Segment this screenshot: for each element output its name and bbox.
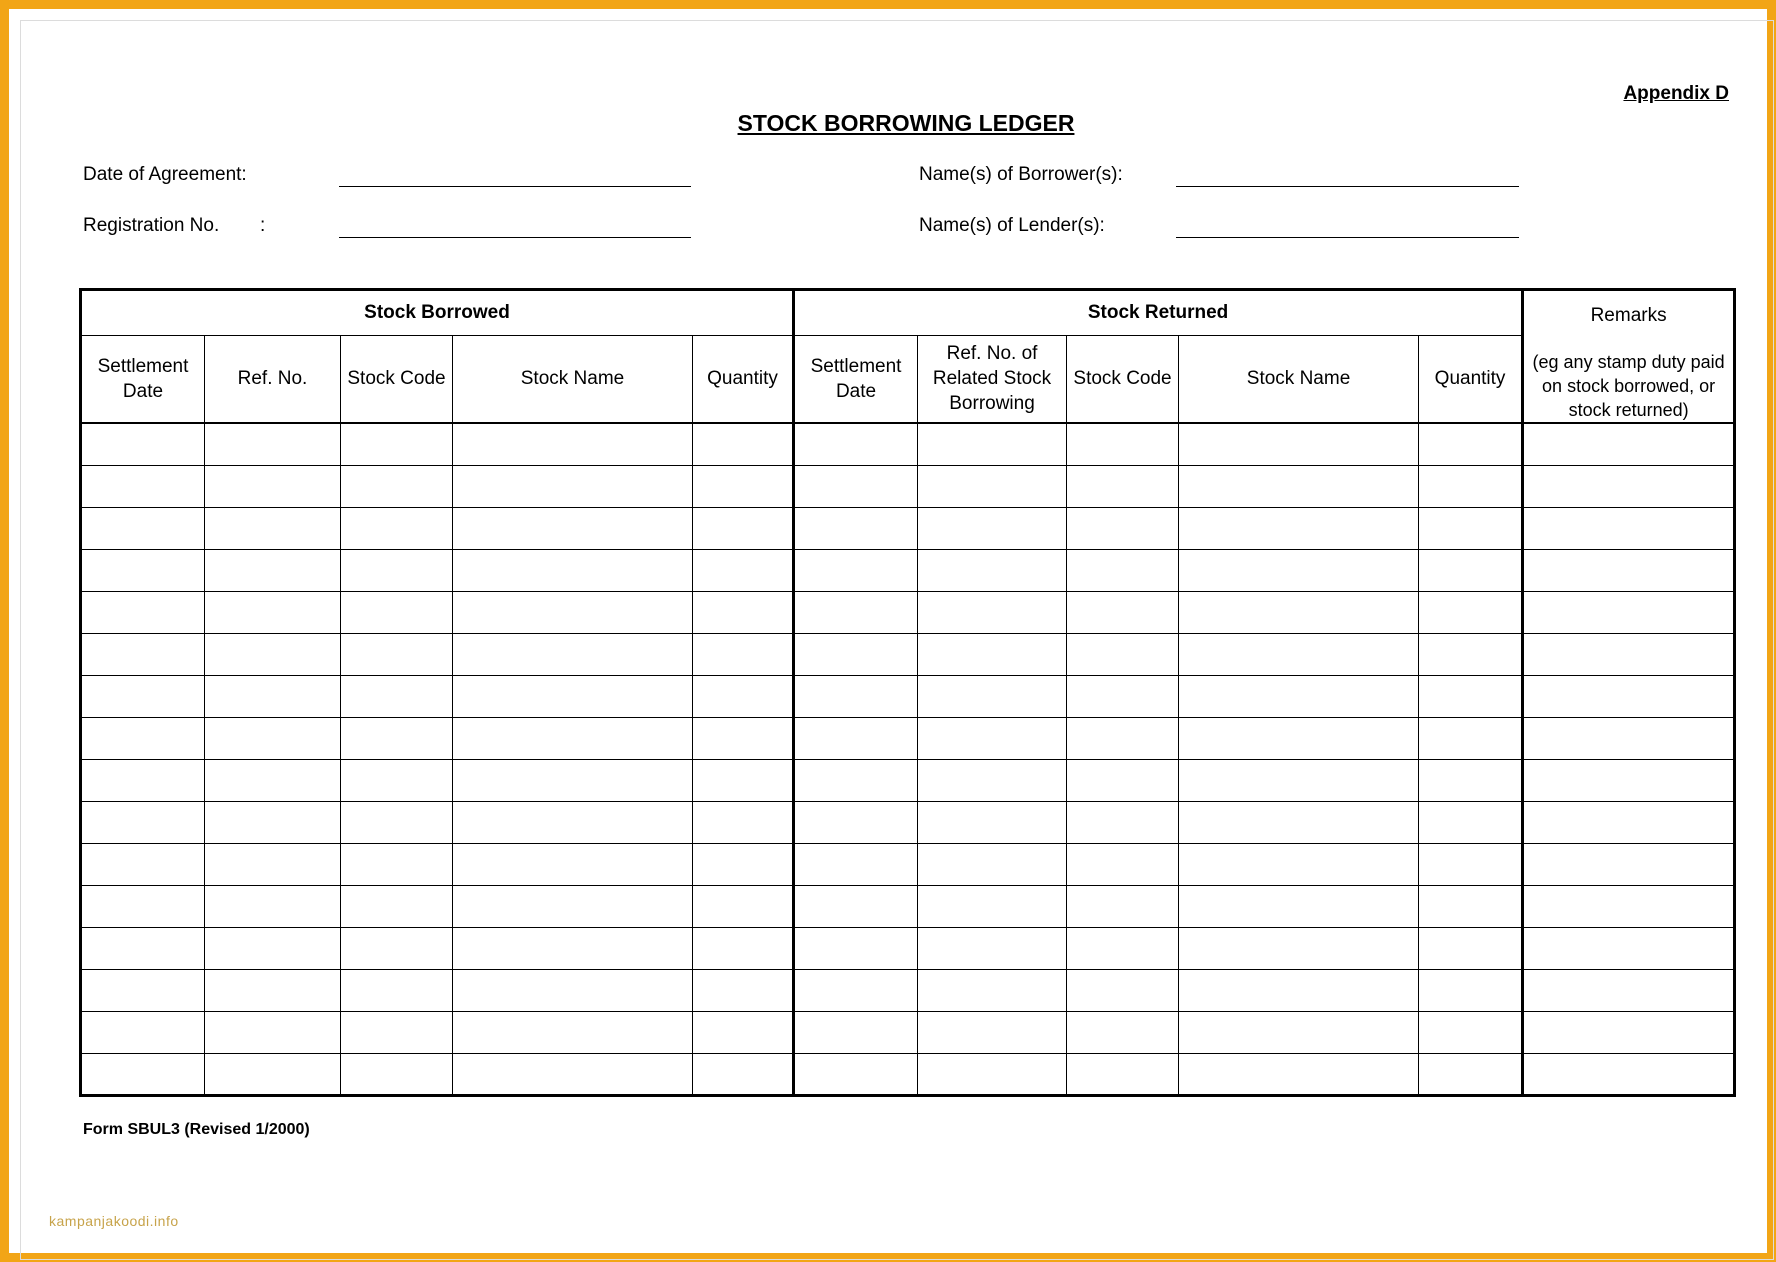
table-cell[interactable] <box>1523 507 1735 549</box>
table-cell[interactable] <box>205 1011 341 1053</box>
table-cell[interactable] <box>1067 591 1179 633</box>
table-cell[interactable] <box>81 843 205 885</box>
table-cell[interactable] <box>693 759 794 801</box>
table-cell[interactable] <box>693 633 794 675</box>
table-cell[interactable] <box>918 843 1067 885</box>
table-cell[interactable] <box>794 1053 918 1095</box>
table-cell[interactable] <box>1179 675 1419 717</box>
table-row <box>81 465 1735 507</box>
table-cell[interactable] <box>1067 843 1179 885</box>
table-cell[interactable] <box>205 507 341 549</box>
remarks-header <box>1523 290 1735 424</box>
ledger-title: STOCK BORROWING LEDGER <box>737 110 1075 136</box>
table-cell[interactable] <box>205 969 341 1011</box>
table-cell[interactable] <box>205 801 341 843</box>
stock-borrowed-header: Stock Borrowed <box>81 290 794 336</box>
table-cell[interactable] <box>205 675 341 717</box>
table-cell[interactable] <box>1067 717 1179 759</box>
table-row <box>81 675 1735 717</box>
table-cell[interactable] <box>453 465 693 507</box>
table-cell[interactable] <box>1179 423 1419 465</box>
table-cell[interactable] <box>341 759 453 801</box>
table-cell[interactable] <box>1419 423 1523 465</box>
table-cell[interactable] <box>1179 843 1419 885</box>
table-row <box>81 1011 1735 1053</box>
table-cell[interactable] <box>1523 843 1735 885</box>
registration-no-colon: : <box>260 215 266 236</box>
table-cell[interactable] <box>918 885 1067 927</box>
table-cell[interactable] <box>81 927 205 969</box>
table-cell[interactable] <box>453 633 693 675</box>
table-cell[interactable] <box>341 549 453 591</box>
table-cell[interactable] <box>341 423 453 465</box>
table-cell[interactable] <box>205 423 341 465</box>
table-cell[interactable] <box>1523 423 1735 465</box>
table-cell[interactable] <box>918 633 1067 675</box>
table-cell[interactable] <box>81 1011 205 1053</box>
table-cell[interactable] <box>205 591 341 633</box>
table-cell[interactable] <box>794 801 918 843</box>
table-cell[interactable] <box>81 507 205 549</box>
table-cell[interactable] <box>918 1011 1067 1053</box>
table-cell[interactable] <box>453 675 693 717</box>
table-cell[interactable] <box>81 1053 205 1095</box>
table-cell[interactable] <box>453 423 693 465</box>
appendix-label: Appendix D <box>1623 83 1729 104</box>
table-cell[interactable] <box>205 1053 341 1095</box>
table-cell[interactable] <box>1419 549 1523 591</box>
table-cell[interactable] <box>1179 969 1419 1011</box>
borrowers-label: Name(s) of Borrower(s): <box>919 164 1123 185</box>
table-cell[interactable] <box>453 591 693 633</box>
table-cell[interactable] <box>794 969 918 1011</box>
table-cell[interactable] <box>1067 633 1179 675</box>
table-cell[interactable] <box>918 759 1067 801</box>
table-cell[interactable] <box>341 1011 453 1053</box>
table-cell[interactable] <box>693 549 794 591</box>
table-cell[interactable] <box>341 969 453 1011</box>
table-cell[interactable] <box>693 1053 794 1095</box>
returned-col-settlement-date: Settlement Date <box>794 335 918 423</box>
table-cell[interactable] <box>1523 675 1735 717</box>
table-cell[interactable] <box>918 465 1067 507</box>
table-row <box>81 1053 1735 1095</box>
table-cell[interactable] <box>794 717 918 759</box>
table-cell[interactable] <box>205 465 341 507</box>
table-cell[interactable] <box>341 927 453 969</box>
returned-col-stock-code: Stock Code <box>1067 335 1179 423</box>
table-cell[interactable] <box>1179 801 1419 843</box>
form-number: Form SBUL3 (Revised 1/2000) <box>83 1121 310 1138</box>
table-cell[interactable] <box>341 591 453 633</box>
table-cell[interactable] <box>1067 423 1179 465</box>
table-cell[interactable] <box>81 423 205 465</box>
table-cell[interactable] <box>693 885 794 927</box>
table-cell[interactable] <box>1419 969 1523 1011</box>
table-cell[interactable] <box>341 507 453 549</box>
table-cell[interactable] <box>1523 549 1735 591</box>
table-cell[interactable] <box>1179 507 1419 549</box>
table-cell[interactable] <box>1523 969 1735 1011</box>
table-cell[interactable] <box>918 927 1067 969</box>
table-cell[interactable] <box>453 1011 693 1053</box>
ledger-table <box>79 288 1736 1097</box>
table-cell[interactable] <box>81 717 205 759</box>
table-cell[interactable] <box>693 801 794 843</box>
table-cell[interactable] <box>693 927 794 969</box>
date-of-agreement-line[interactable] <box>339 186 691 187</box>
table-cell[interactable] <box>794 549 918 591</box>
table-cell[interactable] <box>918 675 1067 717</box>
table-cell[interactable] <box>1419 633 1523 675</box>
table-cell[interactable] <box>794 843 918 885</box>
table-cell[interactable] <box>1067 885 1179 927</box>
borrowed-col-quantity: Quantity <box>693 335 794 423</box>
table-cell[interactable] <box>693 717 794 759</box>
borrowed-col-stock-name: Stock Name <box>453 335 693 423</box>
table-cell[interactable] <box>341 465 453 507</box>
remarks-note: (eg any stamp duty paid on stock borrowed, or stock returned) <box>1532 352 1725 420</box>
table-cell[interactable] <box>453 507 693 549</box>
table-cell[interactable] <box>1419 927 1523 969</box>
table-cell[interactable] <box>1067 465 1179 507</box>
table-cell[interactable] <box>205 843 341 885</box>
table-cell[interactable] <box>1179 633 1419 675</box>
table-cell[interactable] <box>693 1011 794 1053</box>
table-cell[interactable] <box>341 801 453 843</box>
table-cell[interactable] <box>1419 1011 1523 1053</box>
table-cell[interactable] <box>794 759 918 801</box>
table-cell[interactable] <box>1179 1011 1419 1053</box>
table-cell[interactable] <box>1179 717 1419 759</box>
borrowed-col-ref-no: Ref. No. <box>205 335 341 423</box>
table-cell[interactable] <box>693 465 794 507</box>
table-cell[interactable] <box>918 423 1067 465</box>
table-cell[interactable] <box>918 717 1067 759</box>
table-row <box>81 843 1735 885</box>
table-cell[interactable] <box>1179 549 1419 591</box>
table-cell[interactable] <box>794 927 918 969</box>
table-cell[interactable] <box>1067 801 1179 843</box>
table-cell[interactable] <box>81 885 205 927</box>
table-cell[interactable] <box>81 633 205 675</box>
table-cell[interactable] <box>1067 927 1179 969</box>
table-cell[interactable] <box>1419 1053 1523 1095</box>
table-cell[interactable] <box>453 801 693 843</box>
table-cell[interactable] <box>1067 759 1179 801</box>
table-cell[interactable] <box>1179 759 1419 801</box>
table-cell[interactable] <box>1067 1053 1179 1095</box>
watermark-text: kampanjakoodi.info <box>49 1213 179 1229</box>
table-cell[interactable] <box>1419 675 1523 717</box>
table-cell[interactable] <box>1419 465 1523 507</box>
table-cell[interactable] <box>1523 591 1735 633</box>
table-cell[interactable] <box>1419 843 1523 885</box>
table-row <box>81 633 1735 675</box>
table-cell[interactable] <box>693 675 794 717</box>
lenders-label: Name(s) of Lender(s): <box>919 215 1105 236</box>
table-cell[interactable] <box>693 969 794 1011</box>
table-row <box>81 885 1735 927</box>
table-cell[interactable] <box>453 927 693 969</box>
returned-col-quantity: Quantity <box>1419 335 1523 423</box>
borrowed-col-stock-code: Stock Code <box>341 335 453 423</box>
table-row <box>81 507 1735 549</box>
returned-col-stock-name: Stock Name <box>1179 335 1419 423</box>
table-cell[interactable] <box>918 591 1067 633</box>
table-cell[interactable] <box>81 675 205 717</box>
table-cell[interactable] <box>1067 507 1179 549</box>
table-cell[interactable] <box>453 717 693 759</box>
table-cell[interactable] <box>1067 549 1179 591</box>
table-cell[interactable] <box>794 885 918 927</box>
table-row <box>81 801 1735 843</box>
table-cell[interactable] <box>81 969 205 1011</box>
table-cell[interactable] <box>794 465 918 507</box>
table-cell[interactable] <box>205 927 341 969</box>
table-cell[interactable] <box>341 633 453 675</box>
table-cell[interactable] <box>341 1053 453 1095</box>
table-cell[interactable] <box>1067 1011 1179 1053</box>
returned-col-ref-no-of-related-stock-borrowing: Ref. No. of Related Stock Borrowing <box>918 335 1067 423</box>
table-cell[interactable] <box>1523 633 1735 675</box>
table-cell[interactable] <box>1067 969 1179 1011</box>
date-of-agreement-label: Date of Agreement: <box>83 164 247 185</box>
table-cell[interactable] <box>1419 591 1523 633</box>
table-row <box>81 549 1735 591</box>
table-cell[interactable] <box>205 549 341 591</box>
table-cell[interactable] <box>341 717 453 759</box>
table-cell[interactable] <box>1523 885 1735 927</box>
table-cell[interactable] <box>918 801 1067 843</box>
table-cell[interactable] <box>81 759 205 801</box>
table-cell[interactable] <box>1179 927 1419 969</box>
table-cell[interactable] <box>1067 675 1179 717</box>
table-cell[interactable] <box>1419 717 1523 759</box>
table-cell[interactable] <box>1523 465 1735 507</box>
table-cell[interactable] <box>918 969 1067 1011</box>
table-cell[interactable] <box>794 675 918 717</box>
table-cell[interactable] <box>1523 801 1735 843</box>
table-cell[interactable] <box>1419 885 1523 927</box>
table-cell[interactable] <box>205 885 341 927</box>
table-cell[interactable] <box>81 591 205 633</box>
table-cell[interactable] <box>1523 1011 1735 1053</box>
table-cell[interactable] <box>1179 1053 1419 1095</box>
table-cell[interactable] <box>453 969 693 1011</box>
table-cell[interactable] <box>81 465 205 507</box>
stock-returned-header: Stock Returned <box>794 290 1523 336</box>
registration-no-line[interactable] <box>339 237 691 238</box>
table-cell[interactable] <box>693 843 794 885</box>
remarks-title: Remarks <box>1590 305 1667 326</box>
borrowed-col-settlement-date: Settlement Date <box>81 335 205 423</box>
table-cell[interactable] <box>918 1053 1067 1095</box>
table-cell[interactable] <box>453 885 693 927</box>
table-cell[interactable] <box>453 843 693 885</box>
table-cell[interactable] <box>794 507 918 549</box>
table-cell[interactable] <box>1523 759 1735 801</box>
table-cell[interactable] <box>453 1053 693 1095</box>
table-cell[interactable] <box>341 675 453 717</box>
table-cell[interactable] <box>205 759 341 801</box>
table-cell[interactable] <box>794 423 918 465</box>
table-cell[interactable] <box>341 885 453 927</box>
table-cell[interactable] <box>693 423 794 465</box>
table-row <box>81 717 1735 759</box>
table-cell[interactable] <box>341 843 453 885</box>
table-cell[interactable] <box>81 801 205 843</box>
table-cell[interactable] <box>1179 591 1419 633</box>
table-cell[interactable] <box>1419 759 1523 801</box>
table-cell[interactable] <box>1523 927 1735 969</box>
table-cell[interactable] <box>1179 885 1419 927</box>
table-row <box>81 927 1735 969</box>
table-cell[interactable] <box>205 717 341 759</box>
table-cell[interactable] <box>794 591 918 633</box>
borrowers-line[interactable] <box>1176 186 1519 187</box>
table-cell[interactable] <box>693 591 794 633</box>
table-cell[interactable] <box>453 759 693 801</box>
table-cell[interactable] <box>918 549 1067 591</box>
lenders-line[interactable] <box>1176 237 1519 238</box>
table-row <box>81 591 1735 633</box>
table-cell[interactable] <box>1523 717 1735 759</box>
registration-no-label: Registration No. <box>83 215 220 236</box>
table-cell[interactable] <box>918 507 1067 549</box>
table-row <box>81 969 1735 1011</box>
table-cell[interactable] <box>205 633 341 675</box>
table-cell[interactable] <box>1419 507 1523 549</box>
table-cell[interactable] <box>81 549 205 591</box>
table-cell[interactable] <box>1523 1053 1735 1095</box>
table-cell[interactable] <box>1179 465 1419 507</box>
table-row <box>81 759 1735 801</box>
table-cell[interactable] <box>693 507 794 549</box>
table-cell[interactable] <box>1419 801 1523 843</box>
table-cell[interactable] <box>453 549 693 591</box>
table-cell[interactable] <box>794 1011 918 1053</box>
table-cell[interactable] <box>794 633 918 675</box>
table-row <box>81 423 1735 465</box>
